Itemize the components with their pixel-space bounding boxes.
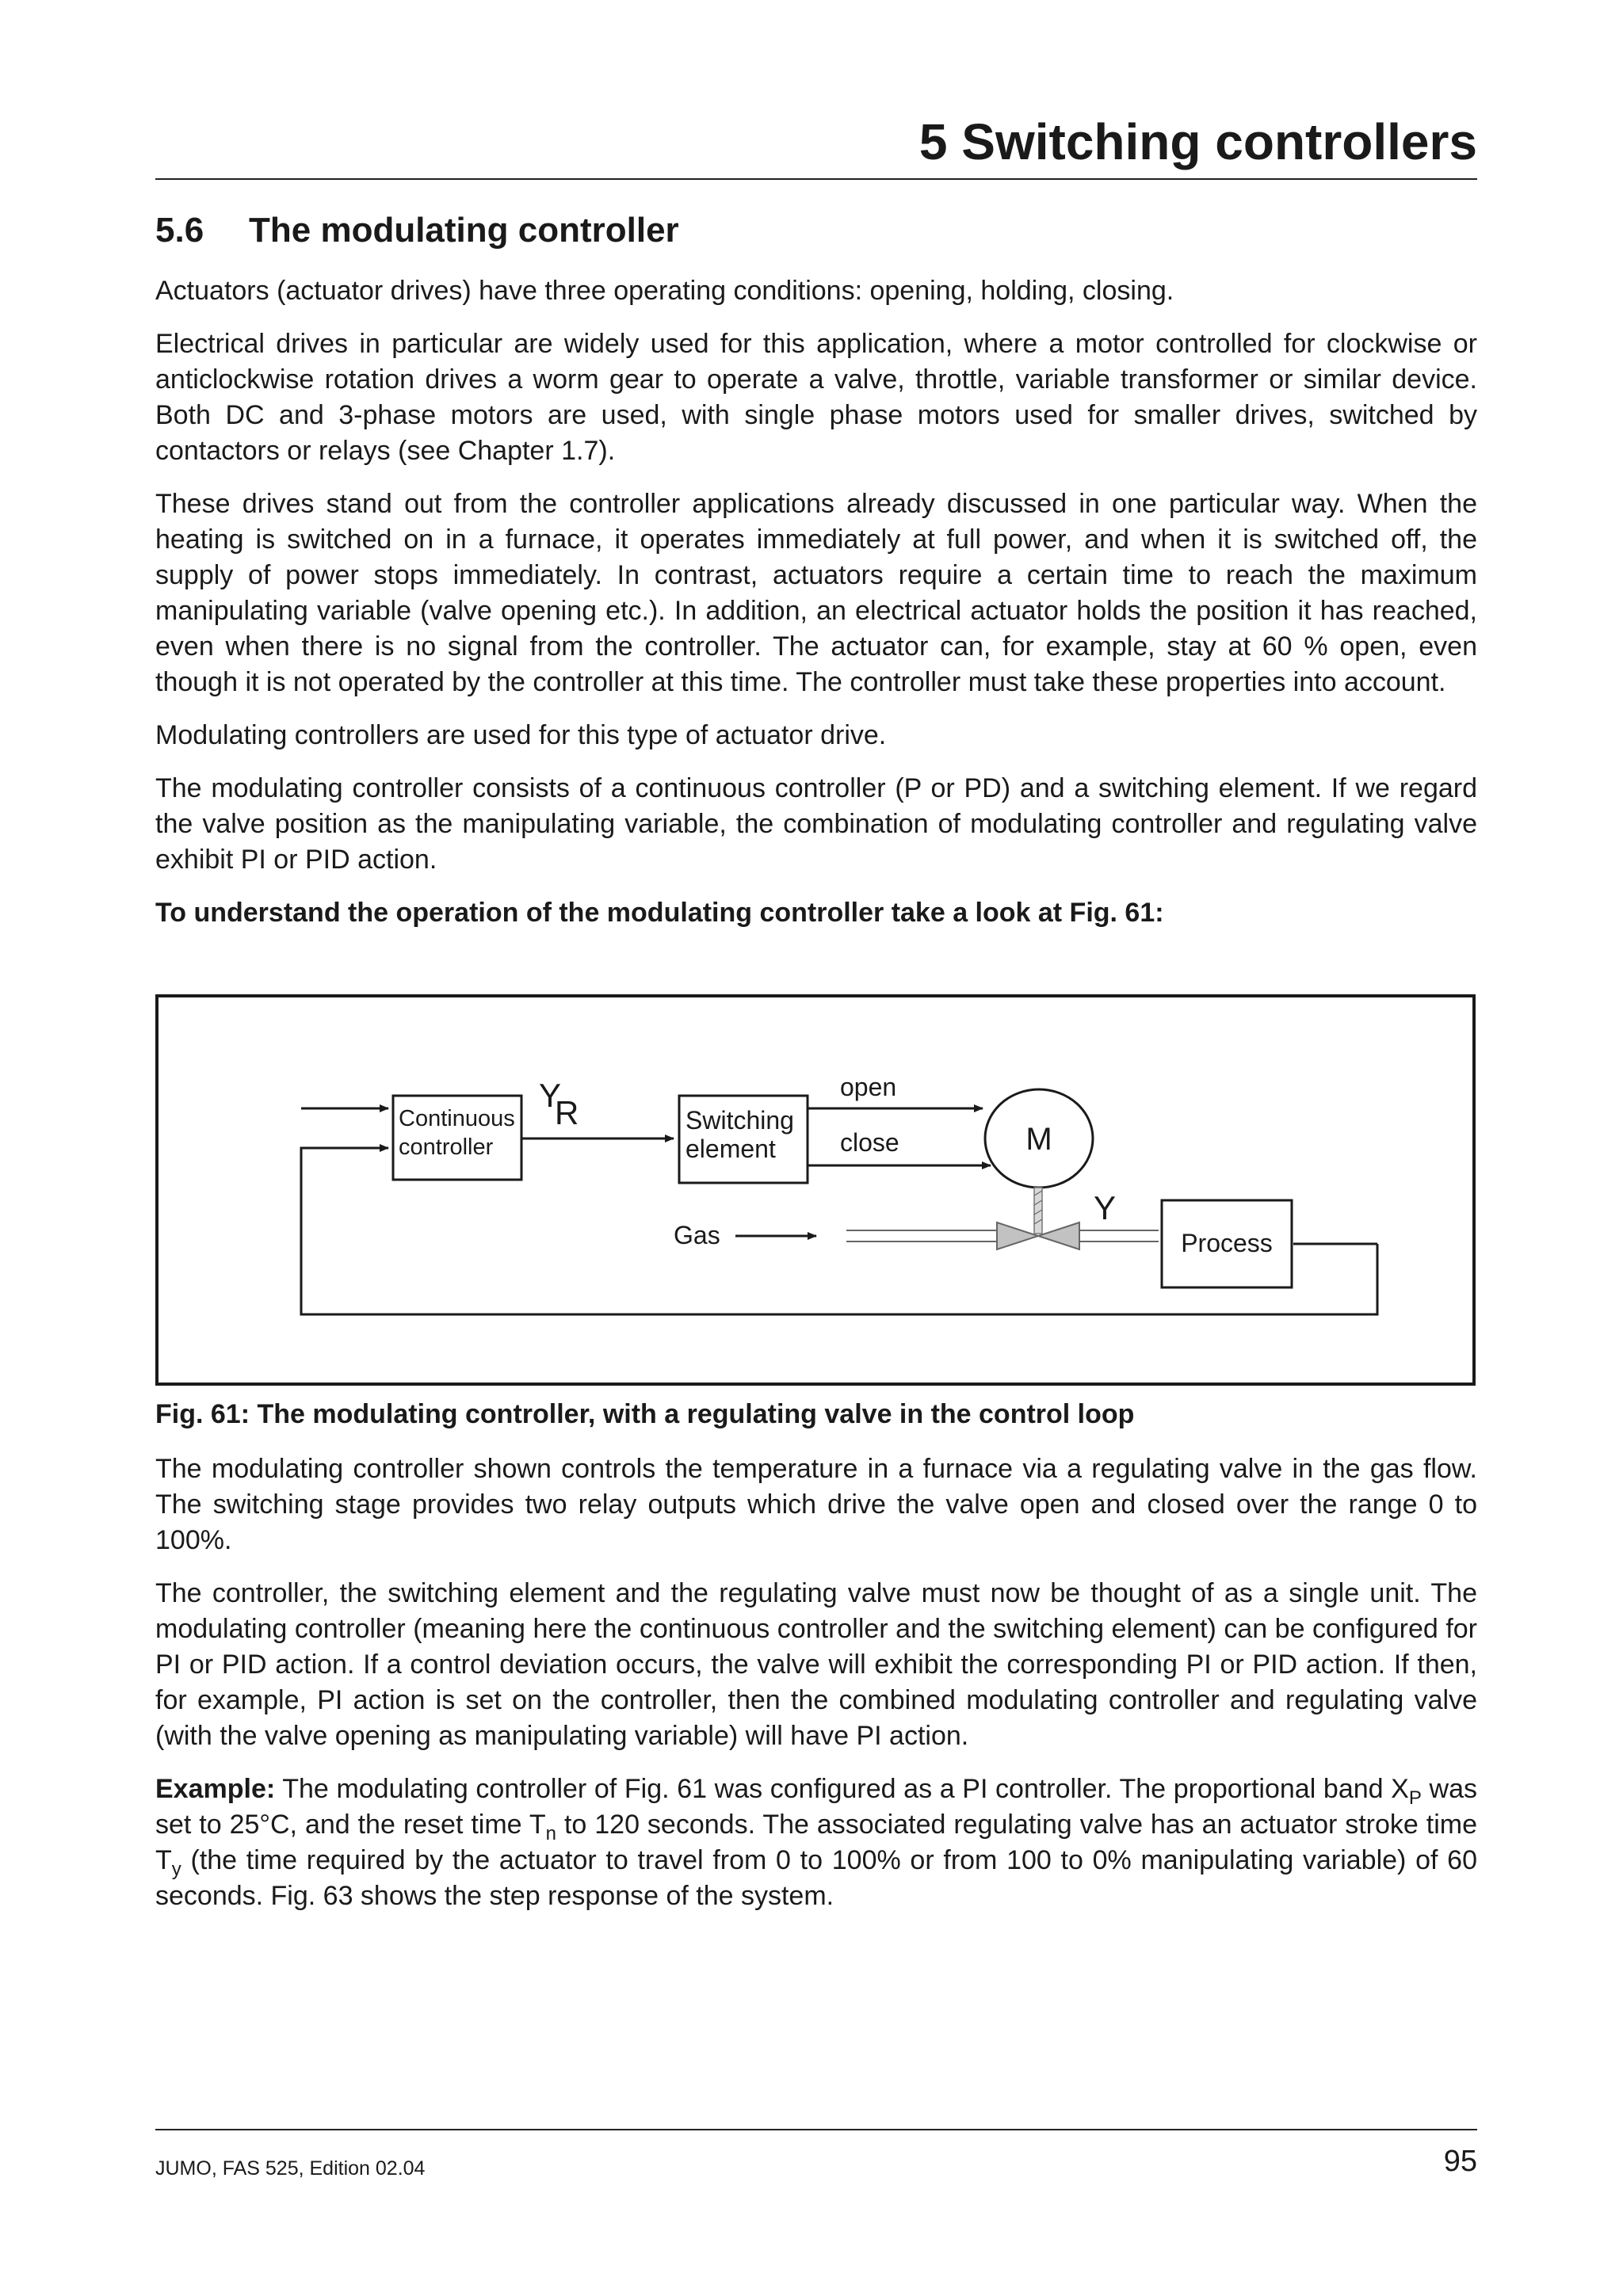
section-number: 5.6: [155, 211, 204, 250]
section-title: The modulating controller: [249, 211, 679, 250]
open-label: open: [840, 1073, 897, 1101]
valve-left: [997, 1222, 1038, 1249]
motor-label: M: [1025, 1122, 1052, 1157]
paragraph: Modulating controllers are used for this type of actuator drive.: [155, 720, 887, 750]
footer-rule: [155, 2129, 1477, 2130]
figure-61-frame: [155, 994, 1476, 1386]
paragraph: Electrical drives in particular are widely used for this application, where a motor controlled for clockwise or anticlockwise rotation drives a worm gear to operate a valve, throttle, variable transformer or similar device. Both DC and 3-phase motors are used, with single phase motors used for smaller drives, switched by contactors or relays (see Chapter 1.7).: [155, 329, 1477, 466]
process-label: Process: [1181, 1229, 1273, 1257]
switching-element-label-2: element: [685, 1135, 776, 1163]
page-number: 95: [1443, 2145, 1477, 2178]
valve-right: [1038, 1222, 1079, 1249]
paragraph: Actuators (actuator drives) have three operating conditions: opening, holding, closing.: [155, 276, 1174, 306]
body-text-bottom: [155, 1451, 1477, 1932]
section-heading: [155, 211, 679, 250]
header-rule: [155, 178, 1477, 180]
example-label: Example:: [155, 1774, 276, 1804]
y-label: Y: [1094, 1189, 1117, 1226]
footer-edition: JUMO, FAS 525, Edition 02.04: [155, 2157, 426, 2180]
paragraph: These drives stand out from the controller applications already discussed in one particular way. When the heating is switched on in a furnace, it operates immediately at full power, and when it is switched off, the supply of power stops immediately. In contrast, actuators require a certain time to reach the maximum manipulating variable (valve opening etc.). In addition, an electrical actuator holds the position it has reached, even when there is no signal from the controller. The actuator can, for example, stay at 60 % open, even though it is not operated by the controller at this time. The controller must take these properties into account.: [155, 489, 1477, 697]
continuous-controller-label-2: controller: [399, 1135, 494, 1160]
block-diagram: [158, 997, 1472, 1383]
switching-element-label-1: Switching: [685, 1106, 794, 1135]
figure-reference: To understand the operation of the modulating controller take a look at Fig. 61:: [155, 898, 1164, 928]
paragraph: The controller, the switching element and the regulating valve must now be thought of as a single unit. The modulating controller (meaning here the continuous controller and the switching element) can be configured for PI or PID action. If a control deviation occurs, the valve will exhibit the corresponding PI or PID action. If then, for example, PI action is set on the controller, then the combined modulating controller and regulating valve (with the valve opening as manipulating variable) will have PI action.: [155, 1578, 1477, 1751]
yr-subscript: R: [555, 1094, 579, 1131]
paragraph: The modulating controller shown controls the temperature in a furnace via a regulating valve in the gas flow. The switching stage provides two relay outputs which drive the valve open and closed over the range 0 to 100%.: [155, 1454, 1477, 1555]
figure-caption: Fig. 61: The modulating controller, with a regulating valve in the control loop: [155, 1399, 1135, 1429]
gas-label: Gas: [674, 1221, 720, 1249]
body-text-top: [155, 273, 1477, 948]
paragraph: The modulating controller consists of a continuous controller (P or PD) and a switching element. If we regard the valve position as the manipulating variable, the combination of modulating controller and regulating valve exhibit PI or PID action.: [155, 773, 1477, 875]
example-paragraph: Example: The modulating controller of Fig. 61 was configured as a PI controller. The proportional band $X_P$ was set to 25°C, and the reset time $T_n$ to 120 seconds. The associated regulating valve has an actuator stroke time $T_y$ (the time required by the actuator to travel from 0 to 100% or from 100 to 0% manipulating variable) of 60 seconds. Fig. 63 shows the step response of the system.: [155, 1774, 1477, 1911]
chapter-title: 5 Switching controllers: [918, 113, 1477, 170]
continuous-controller-label-1: Continuous: [399, 1106, 515, 1131]
close-label: close: [840, 1128, 899, 1157]
yr-label: Y: [539, 1077, 562, 1114]
